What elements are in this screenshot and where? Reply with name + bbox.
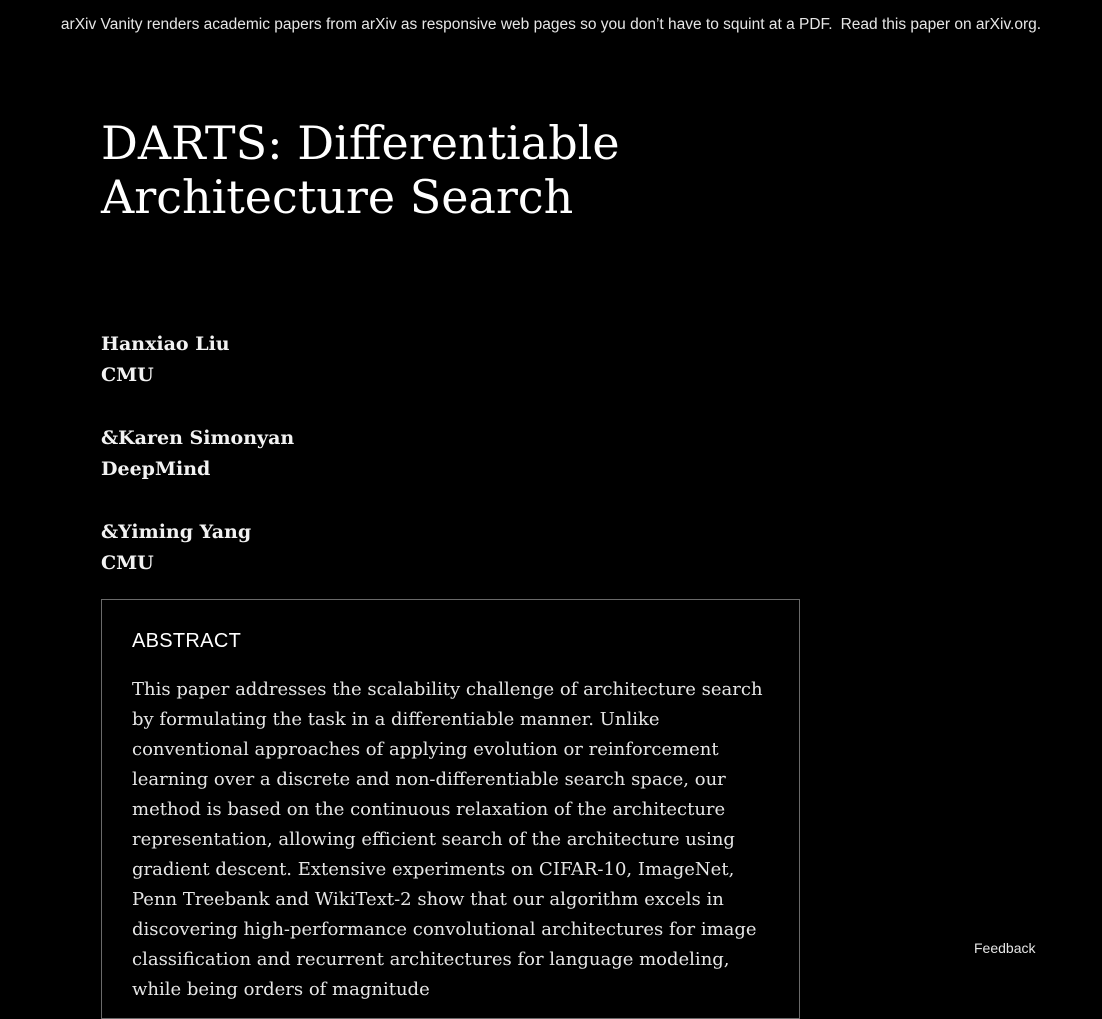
author-entry bbox=[101, 423, 294, 485]
banner-text: arXiv Vanity renders academic papers from arXiv as responsive web pages so you don’t have to squint at a PDF. bbox=[60, 16, 833, 33]
author-name: &Karen Simonyan bbox=[101, 427, 295, 449]
abstract-text: This paper addresses the scalability challenge of architecture search by formulating the task in a differentiable manner. Unlike conventional approaches of applying evolution or reinforcement learning over a discrete and non-differentiable search space, our method is based on the continuous relaxation of the architecture representation, allowing efficient search of the architecture using gradient descent. Extensive experiments on CIFAR-10, ImageNet, Penn Treebank and WikiText-2 show that our algorithm excels in discovering high-performance convolutional architectures for image classification and recurrent architectures for language modeling, while being orders of magnitude bbox=[132, 679, 763, 1000]
abstract-box bbox=[101, 599, 800, 1019]
author-affiliation: DeepMind bbox=[101, 458, 211, 480]
author-entry bbox=[101, 517, 294, 579]
author-affiliation: CMU bbox=[101, 552, 154, 574]
author-list bbox=[101, 329, 294, 579]
vanity-banner bbox=[0, 16, 1102, 34]
feedback-button[interactable]: Feedback bbox=[974, 940, 1036, 956]
author-affiliation: CMU bbox=[101, 364, 154, 386]
read-on-arxiv-link[interactable]: Read this paper on arXiv.org. bbox=[840, 16, 1042, 33]
author-name: &Yiming Yang bbox=[101, 521, 252, 543]
abstract-heading: ABSTRACT bbox=[132, 630, 242, 652]
paper-title: DARTS: Differentiable Architecture Search bbox=[101, 116, 620, 224]
author-name: Hanxiao Liu bbox=[101, 333, 230, 355]
author-entry bbox=[101, 329, 294, 391]
